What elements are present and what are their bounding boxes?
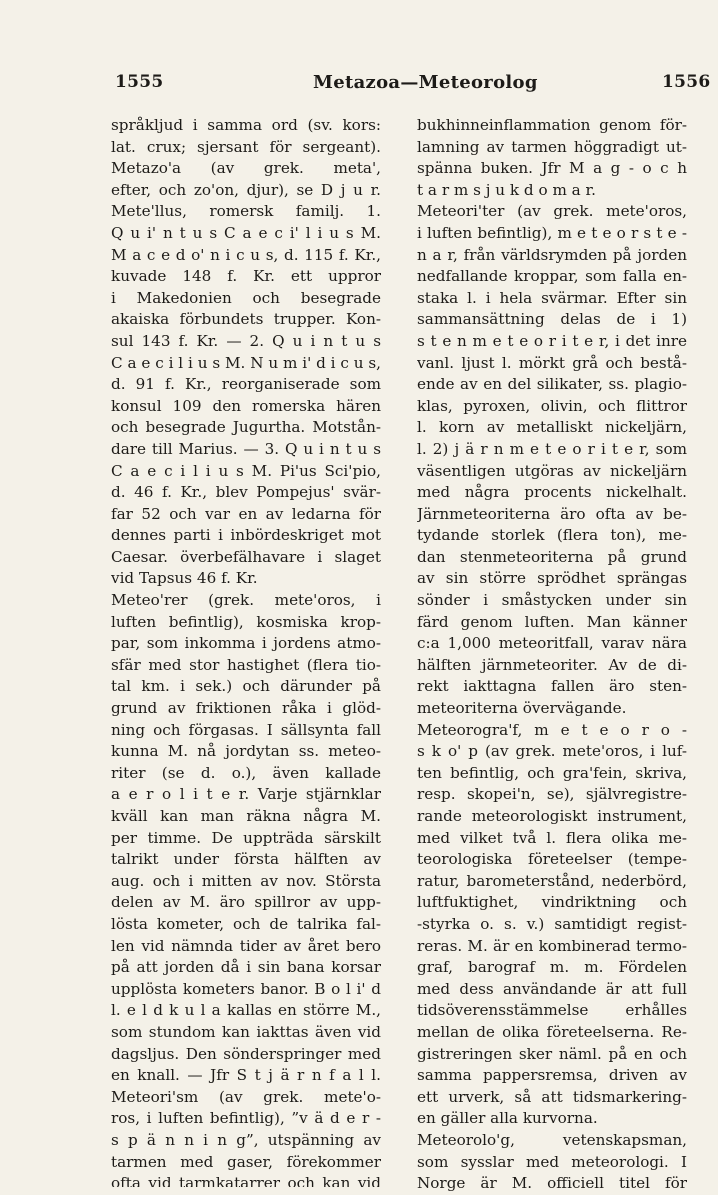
text-line: ning och förgasas. I sällsynta fall <box>111 720 381 739</box>
text-line: par, som inkomma i jordens atmo- <box>111 634 381 653</box>
text-line: med några procents nickelhalt. <box>417 483 687 502</box>
text-line: spänna buken. Jfr M a g - o c h <box>417 159 687 178</box>
text-line: rande meteorologiskt instrument, <box>417 807 687 825</box>
text-line: hälften järnmeteoriter. Av de di- <box>417 655 687 674</box>
text-line: tarmen med gaser, förekommer <box>111 1152 381 1171</box>
text-line: dare till Marius. — 3. Q u i n t u s <box>111 439 381 458</box>
text-line: väsentligen utgöras av nickeljärn <box>417 461 687 480</box>
page-number-left: 1555 <box>115 72 164 92</box>
text-line: sönder i småstycken under sin <box>417 591 687 610</box>
text-line: gistreringen sker näml. på en och <box>417 1044 687 1063</box>
text-line: mellan de olika företeelserna. Re- <box>417 1022 687 1041</box>
text-line: far 52 och var en av ledarna för <box>111 504 381 523</box>
text-line: s t e n m e t e o r i t e r, i det inre <box>417 331 687 350</box>
text-line: resp. skopei'n, se), självregistre- <box>417 785 687 804</box>
text-line: Norge är M. officiell titel för <box>417 1174 687 1193</box>
text-line: d. 46 f. Kr., blev Pompejus' svär- <box>111 483 381 502</box>
text-line: a e r o l i t e r. Varje stjärnklar <box>111 785 381 804</box>
text-line: tidsöverensstämmelse erhålles <box>417 1001 687 1020</box>
text-line: som stundom kan iakttas även vid <box>111 1022 381 1041</box>
text-line: n a r, från världsrymden på jorden <box>417 245 687 264</box>
text-line: sfär med stor hastighet (flera tio- <box>111 655 381 674</box>
text-line: Meteorogra'f, m e t e o r o - <box>417 720 687 739</box>
right-column <box>417 115 687 1195</box>
text-line: reras. M. är en kombinerad termo- <box>417 936 687 955</box>
text-line: ros, i luften befintlig), ”v ä d e r - <box>111 1109 381 1128</box>
text-line: Järnmeteoriterna äro ofta av be- <box>417 504 687 523</box>
text-line: på att jorden då i sin bana korsar <box>111 958 381 977</box>
text-line: teorologiska företeelser (tempe- <box>417 850 687 869</box>
text-line: nedfallande kroppar, som falla en- <box>417 267 687 286</box>
text-line: konsul 109 den romerska hären <box>111 396 381 415</box>
text-line: vanl. ljust l. mörkt grå och bestå- <box>417 353 687 372</box>
text-line: med dess användande är att full <box>417 979 687 998</box>
text-line: Meteo'rer (grek. mete'oros, i <box>111 591 381 610</box>
text-line: och besegrade Jugurtha. Motstån- <box>111 418 381 437</box>
text-line: C a e c i l i u s M. Pi'us Sci'pio, <box>111 461 381 480</box>
text-line: Caesar. överbefälhavare i slaget <box>111 547 381 566</box>
text-line: kväll kan man räkna några M. <box>111 807 381 825</box>
text-line: en knall. — Jfr S t j ä r n f a l l. <box>111 1066 381 1085</box>
text-line: s p ä n n i n g”, utspänning av <box>111 1130 381 1149</box>
text-line: riter (se d. o.), även kallade <box>111 763 381 782</box>
text-line: Meteori'sm (av grek. mete'o- <box>111 1087 381 1106</box>
text-line: som sysslar med meteorologi. I <box>417 1152 687 1171</box>
text-line: akaiska förbundets trupper. Kon- <box>111 310 381 329</box>
text-line: meteoriterna övervägande. <box>417 699 627 718</box>
text-line: lösta kometer, och de talrika fal- <box>111 914 381 933</box>
text-line: c:a 1,000 meteoritfall, varav nära <box>417 634 687 653</box>
text-line: Mete'llus, romersk familj. 1. <box>111 202 381 221</box>
text-line: upplösta kometers banor. B o l i' d <box>111 979 381 998</box>
text-line: l. korn av metalliskt nickeljärn, <box>417 418 687 437</box>
text-line: med vilket två l. flera olika me- <box>417 828 687 847</box>
text-line: ende av en del silikater, ss. plagio- <box>417 375 687 394</box>
text-line: ofta vid tarmkatarrer och kan vid <box>111 1174 381 1188</box>
text-line: en gäller alla kurvorna. <box>417 1109 598 1128</box>
text-line: kunna M. nå jordytan ss. meteo- <box>111 742 381 761</box>
text-line: lat. crux; sjersant för sergeant). <box>111 137 381 156</box>
text-line: i luften befintlig), m e t e o r s t e - <box>417 223 687 242</box>
text-line: klas, pyroxen, olivin, och flittror <box>417 396 687 415</box>
text-line: C a e c i l i u s M. N u m i' d i c u s, <box>111 353 381 372</box>
text-line: -styrka o. s. v.) samtidigt regist- <box>417 914 687 933</box>
text-line: kuvade 148 f. Kr. ett uppror <box>111 267 381 286</box>
text-line: av sin större sprödhet sprängas <box>417 569 687 588</box>
text-line: sul 143 f. Kr. — 2. Q u i n t u s <box>111 331 381 350</box>
text-line: tal km. i sek.) och därunder på <box>111 677 381 696</box>
text-line: staka l. i hela svärmar. Efter sin <box>417 288 687 307</box>
text-line: Meteorolo'g, vetenskapsman, <box>417 1130 687 1149</box>
text-line: grund av friktionen råka i glöd- <box>111 699 381 718</box>
text-line: d. 91 f. Kr., reorganiserade som <box>111 375 381 394</box>
text-line: luften befintlig), kosmiska krop- <box>111 612 381 631</box>
text-line: rekt iakttagna fallen äro sten- <box>417 677 687 696</box>
text-line: ett urverk, så att tidsmarkering- <box>417 1087 687 1106</box>
text-line: len vid nämnda tider av året bero <box>111 936 381 955</box>
text-line: dagsljus. Den sönderspringer med <box>111 1044 381 1063</box>
text-line: l. 2) j ä r n m e t e o r i t e r, som <box>417 439 687 458</box>
text-line: aug. och i mitten av nov. Största <box>111 871 381 890</box>
text-line: ten befintlig, och gra'fein, skriva, <box>417 763 687 782</box>
text-line: efter, och zo'on, djur), se D j u r. <box>111 180 381 199</box>
text-line: färd genom luften. Man känner <box>417 612 687 631</box>
text-line: språkljud i samma ord (sv. kors: <box>111 116 381 134</box>
text-line: t a r m s j u k d o m a r. <box>417 180 596 199</box>
running-head: Metazoa—Meteorolog <box>313 72 538 93</box>
text-line: ratur, barometerstånd, nederbörd, <box>417 871 687 890</box>
text-line: talrikt under första hälften av <box>111 850 381 869</box>
text-line: luftfuktighet, vindriktning och <box>417 893 687 912</box>
text-line: i Makedonien och besegrade <box>111 288 381 307</box>
text-line: Metazo'a (av grek. meta', <box>111 159 381 178</box>
page-number-right: 1556 <box>662 72 711 92</box>
text-line: l. e l d k u l a kallas en större M., <box>111 1001 381 1020</box>
text-line: sammansättning delas de i 1) <box>417 310 687 329</box>
text-line: s k o' p (av grek. mete'oros, i luf- <box>417 742 687 761</box>
text-line: lamning av tarmen höggradigt ut- <box>417 137 687 156</box>
text-line: per timme. De uppträda särskilt <box>111 828 381 847</box>
text-line: tydande storlek (flera ton), me- <box>417 526 687 545</box>
text-line: Q u i' n t u s C a e c i' l i u s M. <box>111 223 381 242</box>
text-line: bukhinneinflammation genom för- <box>417 116 687 134</box>
text-line: vid Tapsus 46 f. Kr. <box>111 569 258 588</box>
text-line: delen av M. äro spillror av upp- <box>111 893 381 912</box>
text-line: M a c e d o' n i c u s, d. 115 f. Kr., <box>111 245 381 264</box>
text-line: dan stenmeteoriterna på grund <box>417 547 687 566</box>
left-column <box>111 115 381 1187</box>
text-line: dennes parti i inbördeskriget mot <box>111 526 381 545</box>
text-line: samma pappersremsa, driven av <box>417 1066 687 1085</box>
text-line: Meteori'ter (av grek. mete'oros, <box>417 202 687 221</box>
text-line: graf, barograf m. m. Fördelen <box>417 958 687 977</box>
